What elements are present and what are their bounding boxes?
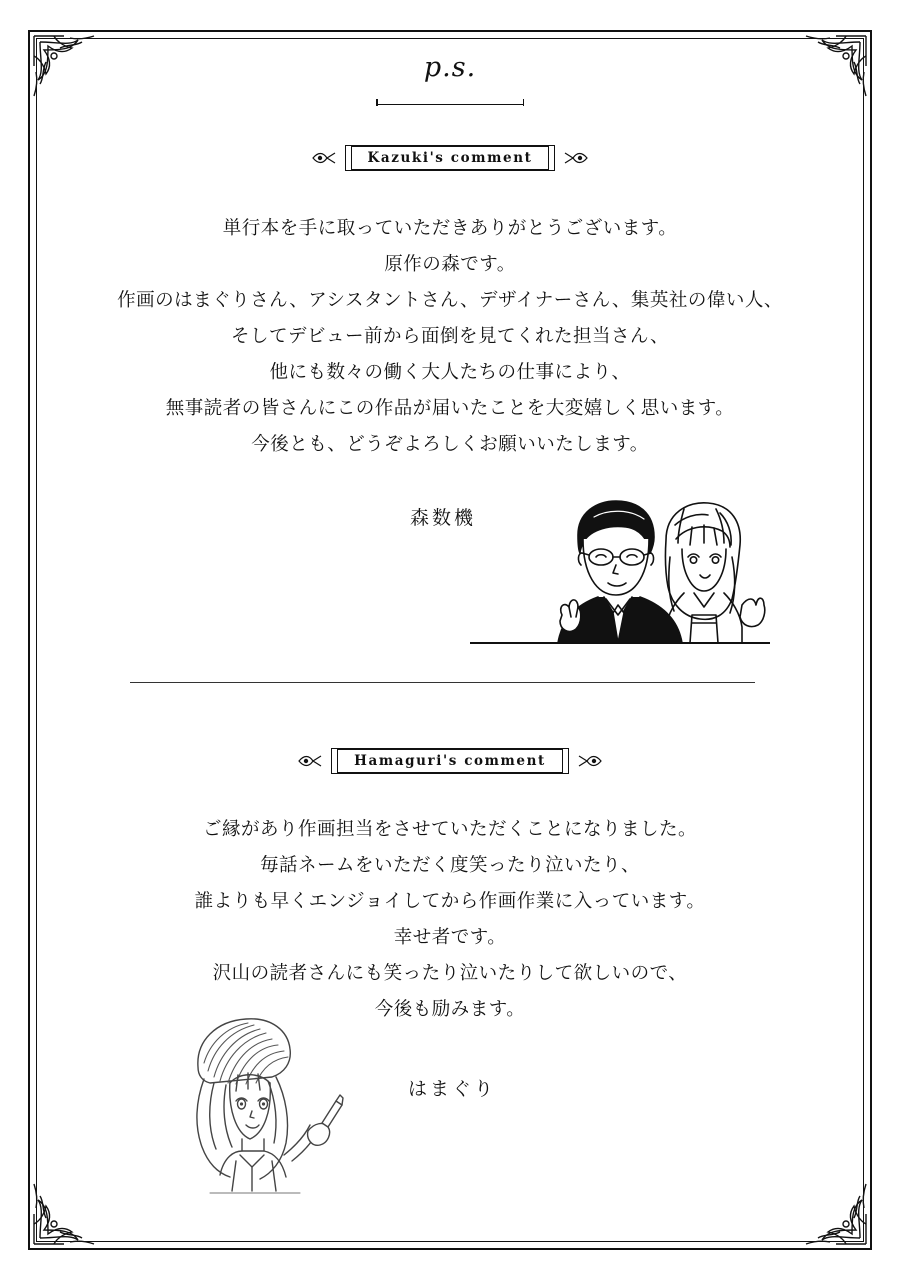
kazuki-line: 原作の森です。	[384, 254, 516, 275]
page-title-text: p.s.	[423, 52, 477, 83]
kazuki-signature: 森数機	[410, 507, 477, 529]
kazuki-heading-label: Kazuki's comment	[351, 146, 550, 170]
plaque-ornament-right-icon	[577, 750, 603, 772]
kazuki-comment-body	[70, 211, 830, 463]
kazuki-heading-plaque	[70, 145, 830, 171]
hamaguri-heading-box	[331, 748, 569, 774]
hamaguri-comment-section	[70, 748, 830, 1100]
kazuki-line: 無事読者の皆さんにこの作品が届いたことを大変嬉しく思います。	[165, 398, 735, 419]
hamaguri-line: 今後も励みます。	[374, 999, 526, 1020]
hamaguri-heading-label: Hamaguri's comment	[337, 749, 563, 773]
kazuki-heading-box	[345, 145, 556, 171]
kazuki-line: そしてデビュー前から面倒を見てくれた担当さん、	[230, 326, 670, 347]
hamaguri-heading-plaque	[70, 748, 830, 774]
plaque-ornament-left-icon	[311, 147, 337, 169]
title-rule	[0, 92, 900, 110]
hamaguri-signature: はまぐり	[408, 1078, 497, 1100]
kazuki-line: 作画のはまぐりさん、アシスタントさん、デザイナーさん、集英社の偉い人、	[117, 290, 783, 311]
page-title	[0, 52, 900, 83]
hamaguri-comment-body	[70, 812, 830, 1028]
hamaguri-line: 幸せ者です。	[393, 927, 507, 948]
hamaguri-line: 沢山の読者さんにも笑ったり泣いたりして欲しいので、	[212, 963, 688, 984]
kazuki-line: 他にも数々の働く大人たちの仕事により、	[269, 362, 631, 383]
hamaguri-line: 誰よりも早くエンジョイしてから作画作業に入っています。	[194, 891, 706, 912]
kazuki-line: 単行本を手に取っていただきありがとうございます。	[222, 218, 678, 239]
section-divider	[130, 682, 755, 683]
kazuki-comment-section	[70, 145, 830, 529]
kazuki-line: 今後とも、どうぞよろしくお願いいたします。	[251, 434, 649, 455]
hamaguri-line: 毎話ネームをいただく度笑ったり泣いたり、	[259, 855, 640, 876]
hamaguri-line: ご縁があり作画担当をさせていただくことになりました。	[202, 819, 697, 840]
plaque-ornament-right-icon	[563, 147, 589, 169]
plaque-ornament-left-icon	[297, 750, 323, 772]
